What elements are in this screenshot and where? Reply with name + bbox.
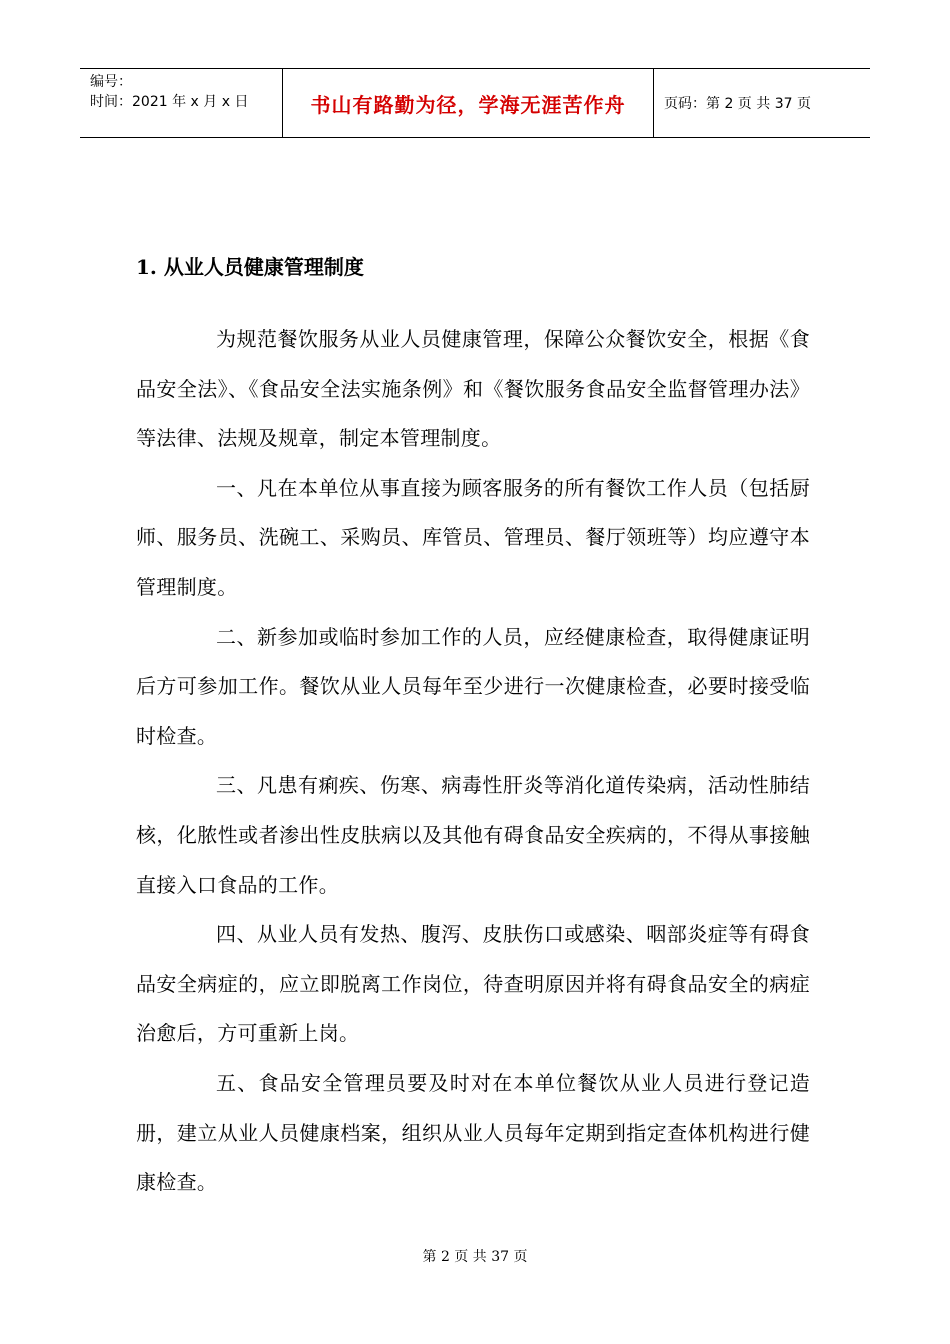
- document-number-label: 编号：: [90, 74, 132, 90]
- page-header: [80, 68, 870, 138]
- paragraph-5: 五、食品安全管理员要及时对在本单位餐饮从业人员进行登记造册，建立从业人员健康档案，组织从业人员每年定期到指定查体机构进行健康检查。: [136, 1070, 810, 1195]
- header-motto: 书山有路勤为径，学海无涯苦作舟: [310, 92, 626, 117]
- header-page-cell: [654, 69, 870, 137]
- document-body: [136, 315, 810, 1208]
- header-page-info: 页码：第 2 页 共 37 页: [664, 96, 811, 112]
- paragraph-1: 一、凡在本单位从事直接为顾客服务的所有餐饮工作人员（包括厨师、服务员、洗碗工、采购员、库管员、管理员、餐厅领班等）均应遵守本管理制度。: [136, 475, 810, 599]
- document-date: 时间：2021 年 x 月 x 日: [90, 94, 249, 110]
- paragraph-2: 二、新参加或临时参加工作的人员，应经健康检查，取得健康证明后方可参加工作。餐饮从业人员每年至少进行一次健康检查，必要时接受临时检查。: [136, 624, 810, 748]
- footer-page-number: 第 2 页 共 37 页: [422, 1249, 528, 1265]
- paragraph-3: 三、凡患有痢疾、伤寒、病毒性肝炎等消化道传染病，活动性肺结核，化脓性或者渗出性皮肤病以及其他有碍食品安全疾病的，不得从事接触直接入口食品的工作。: [136, 773, 810, 897]
- paragraph-intro: 为规范餐饮服务从业人员健康管理，保障公众餐饮安全，根据《食品安全法》、《食品安全法实施条例》和《餐饮服务食品安全监督管理办法》等法律、法规及规章，制定本管理制度。: [136, 327, 810, 451]
- page-footer: [0, 1246, 950, 1266]
- section-title: 1. 从业人员健康管理制度: [136, 255, 364, 279]
- header-motto-cell: [282, 69, 654, 137]
- header-meta-cell: [80, 69, 282, 137]
- paragraph-4: 四、从业人员有发热、腹泻、皮肤伤口或感染、咽部炎症等有碍食品安全病症的，应立即脱离工作岗位，待查明原因并将有碍食品安全的病症治愈后，方可重新上岗。: [136, 922, 810, 1046]
